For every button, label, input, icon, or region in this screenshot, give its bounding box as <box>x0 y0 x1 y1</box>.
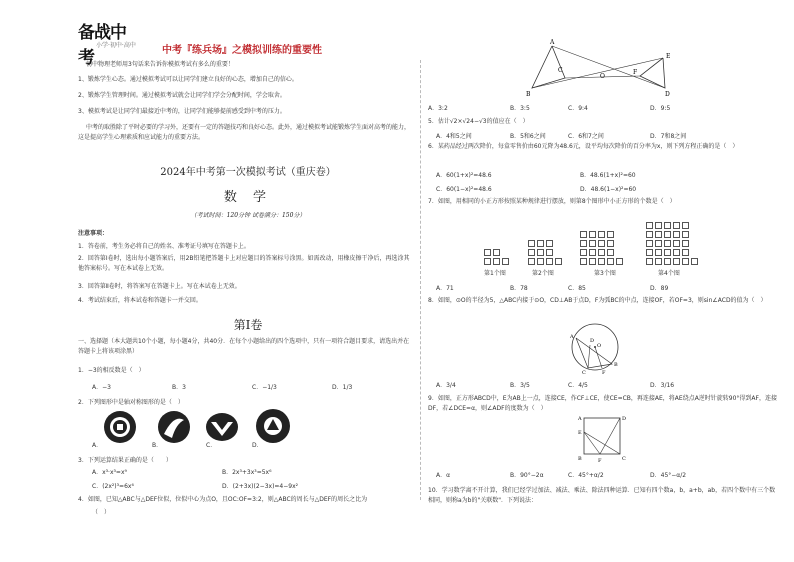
q3-opt-c[interactable]: C．(2x²)³=6x⁶ <box>92 483 134 490</box>
q1-opt-d[interactable]: D．1/3 <box>332 384 353 391</box>
q7-opt-a[interactable]: A．71 <box>436 285 454 292</box>
q7-opt-c[interactable]: C．85 <box>568 285 586 292</box>
q3-opt-d[interactable]: D．(2+3x)(2−3x)=4−9x² <box>222 483 299 490</box>
fig9-label-e: E <box>578 430 582 436</box>
q7-square <box>598 240 605 247</box>
q2-opt-b[interactable]: B． <box>152 442 163 449</box>
q3-opt-b[interactable]: B．2x³+3x³=5x⁶ <box>222 469 272 476</box>
q1-opt-c[interactable]: C．−1/3 <box>252 384 277 391</box>
q7-square <box>493 249 500 256</box>
q7-square <box>546 258 553 265</box>
fig8-label-d: D <box>590 338 595 344</box>
q2-figure-d <box>256 408 290 444</box>
q7-square <box>682 222 689 229</box>
q7-square <box>673 222 680 229</box>
q2-figure-a <box>103 410 137 444</box>
q7-label-4: 第4个图 <box>658 270 680 277</box>
q7-square <box>673 258 680 265</box>
fig8-label-a: A <box>570 334 574 340</box>
q7-square <box>537 240 544 247</box>
q8-opt-b[interactable]: B．3/5 <box>510 382 530 389</box>
q7-square <box>589 240 596 247</box>
q2-figure-b <box>158 410 190 444</box>
q7-square <box>646 231 653 238</box>
q7-square <box>691 258 698 265</box>
notes-title: 注意事项： <box>78 230 109 237</box>
q1-opt-b[interactable]: B．3 <box>172 384 186 391</box>
q2-opt-d[interactable]: D． <box>252 442 263 449</box>
q4-opt-d[interactable]: D．9:5 <box>650 105 671 112</box>
q7-opt-d[interactable]: D．89 <box>650 285 669 292</box>
brand-logo <box>78 18 140 68</box>
q6-opt-a[interactable]: A．60(1+x)²=48.6 <box>436 172 492 179</box>
q8-opt-a[interactable]: A．3/4 <box>436 382 456 389</box>
q6-stem: 6．某药品经过两次降价，每盒零售价由60元降为48.6元，设平均每次降价的百分率为x，则下列方程正确的是（ ） <box>428 143 739 150</box>
q7-square <box>528 258 535 265</box>
q6-opt-d[interactable]: D．48.6(1−x)²=60 <box>580 186 637 193</box>
q5-opt-d[interactable]: D．7和8之间 <box>650 133 687 140</box>
q2-stem: 2．下列图形中是轴对称图形的是（ ） <box>78 399 184 406</box>
q5-opt-c[interactable]: C．6和7之间 <box>568 133 604 140</box>
q1-stem: 1．−3的相反数是（ ） <box>78 367 145 374</box>
q1-opt-a[interactable]: A．−3 <box>92 384 111 391</box>
q5-opt-b[interactable]: B．5和6之间 <box>510 133 546 140</box>
q2-opt-a[interactable]: A． <box>92 442 103 449</box>
q7-square <box>607 249 614 256</box>
q7-square <box>646 240 653 247</box>
q8-opt-c[interactable]: C．4/5 <box>568 382 588 389</box>
q7-square <box>528 240 535 247</box>
fig4-label-e: E <box>666 53 671 60</box>
q7-square <box>682 258 689 265</box>
q7-square <box>493 258 500 265</box>
section-heading: 中考『练兵场』之模拟训练的重要性 <box>162 45 322 56</box>
q7-square <box>580 240 587 247</box>
logo-subtitle: 小学·初中·高中 <box>96 42 136 49</box>
q2-opt-c[interactable]: C． <box>206 442 217 449</box>
q4-opt-c[interactable]: C．9:4 <box>568 105 588 112</box>
q7-square <box>555 258 562 265</box>
section-desc: 一、选择题（本大题共10个小题，每小题4分，共40分．在每个小题给出的四个选项中，只有一项符合题目要求，请选出并在答题卡上将该项涂黑） <box>78 338 410 355</box>
q7-square <box>664 249 671 256</box>
q7-square <box>598 231 605 238</box>
q4-tail: （ ） <box>92 509 111 516</box>
q7-square <box>546 240 553 247</box>
note-4: 4．考试结束后，将本试卷和答题卡一并交回。 <box>78 297 202 304</box>
q3-stem: 3．下列运算结果正确的是（ ） <box>78 457 172 464</box>
q6-opt-b[interactable]: B．48.6(1+x)²=60 <box>580 172 636 179</box>
fig4-label-f: F <box>633 69 638 76</box>
section-title: 第Ⅰ卷 <box>233 318 263 332</box>
fig9-label-b: B <box>578 456 582 462</box>
q7-square <box>664 240 671 247</box>
q9-opt-a[interactable]: A．α <box>436 472 451 479</box>
q7-square <box>655 231 662 238</box>
q7-square <box>589 231 596 238</box>
q8-figure <box>568 320 622 374</box>
q7-square <box>655 258 662 265</box>
fig4-label-d: D <box>665 91 670 98</box>
q10-stem: 10．学习数学离不开计算，我们已经学过加法、减法、乘法、除法四种运算．已知有四个数a，b，a+b，ab，若四个数中有三个数相同，则称a为b的"关联数"．下列说法： <box>428 487 776 504</box>
q3-opt-a[interactable]: A．x³·x³=x⁹ <box>92 469 127 476</box>
q9-opt-d[interactable]: D．45°−α/2 <box>650 472 687 479</box>
q7-square <box>664 258 671 265</box>
q7-square <box>484 258 491 265</box>
q4-stem: 4．如图，已知△ABC与△DEF位似，位似中心为点O，且OC:OF=3:2，则△ABC的周长与△DEF的周长之比为 <box>78 496 368 503</box>
q7-square <box>673 240 680 247</box>
q7-square <box>589 249 596 256</box>
q9-figure <box>576 414 630 464</box>
fig4-label-b: B <box>526 91 531 98</box>
fig4-label-a: A <box>550 39 555 46</box>
q7-square <box>655 222 662 229</box>
q5-opt-a[interactable]: A．4和5之间 <box>436 133 472 140</box>
column-divider <box>420 60 422 500</box>
q7-square <box>655 240 662 247</box>
fig8-label-b: B <box>614 362 618 368</box>
q7-square <box>598 258 605 265</box>
q7-square <box>682 249 689 256</box>
subject-title: 数 学 <box>223 190 273 205</box>
q9-opt-c[interactable]: C．45°+α/2 <box>568 472 604 479</box>
note-1: 1．答卷前，考生务必将自己的姓名、准考证号填写在答题卡上。 <box>78 243 250 250</box>
q9-opt-b[interactable]: B．90°−2α <box>510 472 544 479</box>
q7-square <box>607 231 614 238</box>
fig8-label-f: F <box>602 370 606 376</box>
q7-square <box>682 240 689 247</box>
fig9-label-c: C <box>622 456 626 462</box>
q7-square <box>655 249 662 256</box>
q7-square <box>546 249 553 256</box>
q7-square <box>580 258 587 265</box>
q7-opt-b[interactable]: B．78 <box>510 285 528 292</box>
intro-line-2: 2、锻炼学生管理时间。通过模拟考试就会让同学们学会分配时间，学会取舍。 <box>78 92 286 99</box>
q8-opt-d[interactable]: D．3/16 <box>650 382 675 389</box>
note-2: 2．回答第Ⅰ卷时，选出每小题答案后，用2B铅笔把答题卡上对应题目的答案标号涂黑。如需改动，用橡皮擦干净后，再选涂其他答案标号。写在本试卷上无效。 <box>78 255 410 272</box>
fig8-label-c: C <box>582 370 586 376</box>
q7-square <box>528 249 535 256</box>
exam-title: 2024年中考第一次模拟考试（重庆卷） <box>160 167 336 178</box>
q4-opt-b[interactable]: B．3:5 <box>510 105 530 112</box>
q7-square <box>673 231 680 238</box>
q7-label-1: 第1个图 <box>484 270 506 277</box>
logo-text: 备战中考 <box>78 23 126 68</box>
q7-square <box>537 249 544 256</box>
q6-opt-c[interactable]: C．60(1−x)²=48.6 <box>436 186 492 193</box>
q7-stem: 7．如图，用相同的小正方形按照某种规律进行摆放，则第8个图形中小正方形的个数是（ ） <box>428 198 676 205</box>
fig4-label-o: O <box>600 73 605 80</box>
q7-square <box>580 231 587 238</box>
intro-line-3: 3、模拟考试是让同学们最接近中考的，让同学们能够提前感受到中考的压力。 <box>78 108 286 115</box>
q4-figure <box>520 38 680 100</box>
q7-square <box>502 258 509 265</box>
q7-square <box>664 231 671 238</box>
q7-square <box>646 222 653 229</box>
q4-opt-a[interactable]: A．3:2 <box>428 105 448 112</box>
intro-line-4: 中考的取胜除了平时必要的学习外，还要有一定的答题技巧和良好心态。此外，通过模拟考试能锻炼学生面对高考的能力，这是提高学生心理素质和应试能力的重要方法。 <box>78 124 411 141</box>
q7-label-2: 第2个图 <box>532 270 554 277</box>
q7-square <box>598 249 605 256</box>
q7-square <box>646 258 653 265</box>
q7-square <box>580 249 587 256</box>
fig4-label-c: C <box>558 67 563 74</box>
fig8-label-o: O <box>597 343 602 349</box>
q7-square <box>607 258 614 265</box>
intro-line-0: 初中物理老师用3句话来告诉你模拟考试有多么的重要！ <box>86 61 234 68</box>
q2-figure-c <box>205 412 239 442</box>
q9-stem: 9．如图，正方形ABCD中，E为AB上一点，连接CE，作CF⊥CE，使CE=CB，再连接AE，将AE绕点A逆时针旋转90°得到AF，连接DF，若∠DCE=α，则∠ADF的度数为（ ） <box>428 395 777 412</box>
q7-square <box>607 240 614 247</box>
q8-stem: 8．如图，⊙O的半径为5，△ABC内接于⊙O，CD⊥AB于点D，F为弧BC的中点，连接OF，若OF=3，则sin∠ACD的值为（ ） <box>428 297 767 304</box>
intro-line-1: 1、锻炼学生心态。通过模拟考试可以让同学们建立良好的心态，增加自己的信心。 <box>78 76 298 83</box>
note-3: 3．回答第Ⅱ卷时，将答案写在答题卡上。写在本试卷上无效。 <box>78 283 241 290</box>
q7-label-3: 第3个图 <box>594 270 616 277</box>
q7-square <box>673 249 680 256</box>
q7-square <box>589 258 596 265</box>
q7-square <box>682 231 689 238</box>
exam-info: （考试时间：120分钟 试卷满分：150分） <box>190 212 306 219</box>
q7-square <box>616 258 623 265</box>
q7-square <box>484 249 491 256</box>
q7-square <box>537 258 544 265</box>
q5-stem: 5．估计√2×√24−√3的值应在（ ） <box>428 118 529 125</box>
fig9-label-f: F <box>598 458 602 464</box>
fig9-label-d: D <box>622 416 627 422</box>
fig9-label-a: A <box>578 416 582 422</box>
q7-square <box>646 249 653 256</box>
q7-square <box>664 222 671 229</box>
